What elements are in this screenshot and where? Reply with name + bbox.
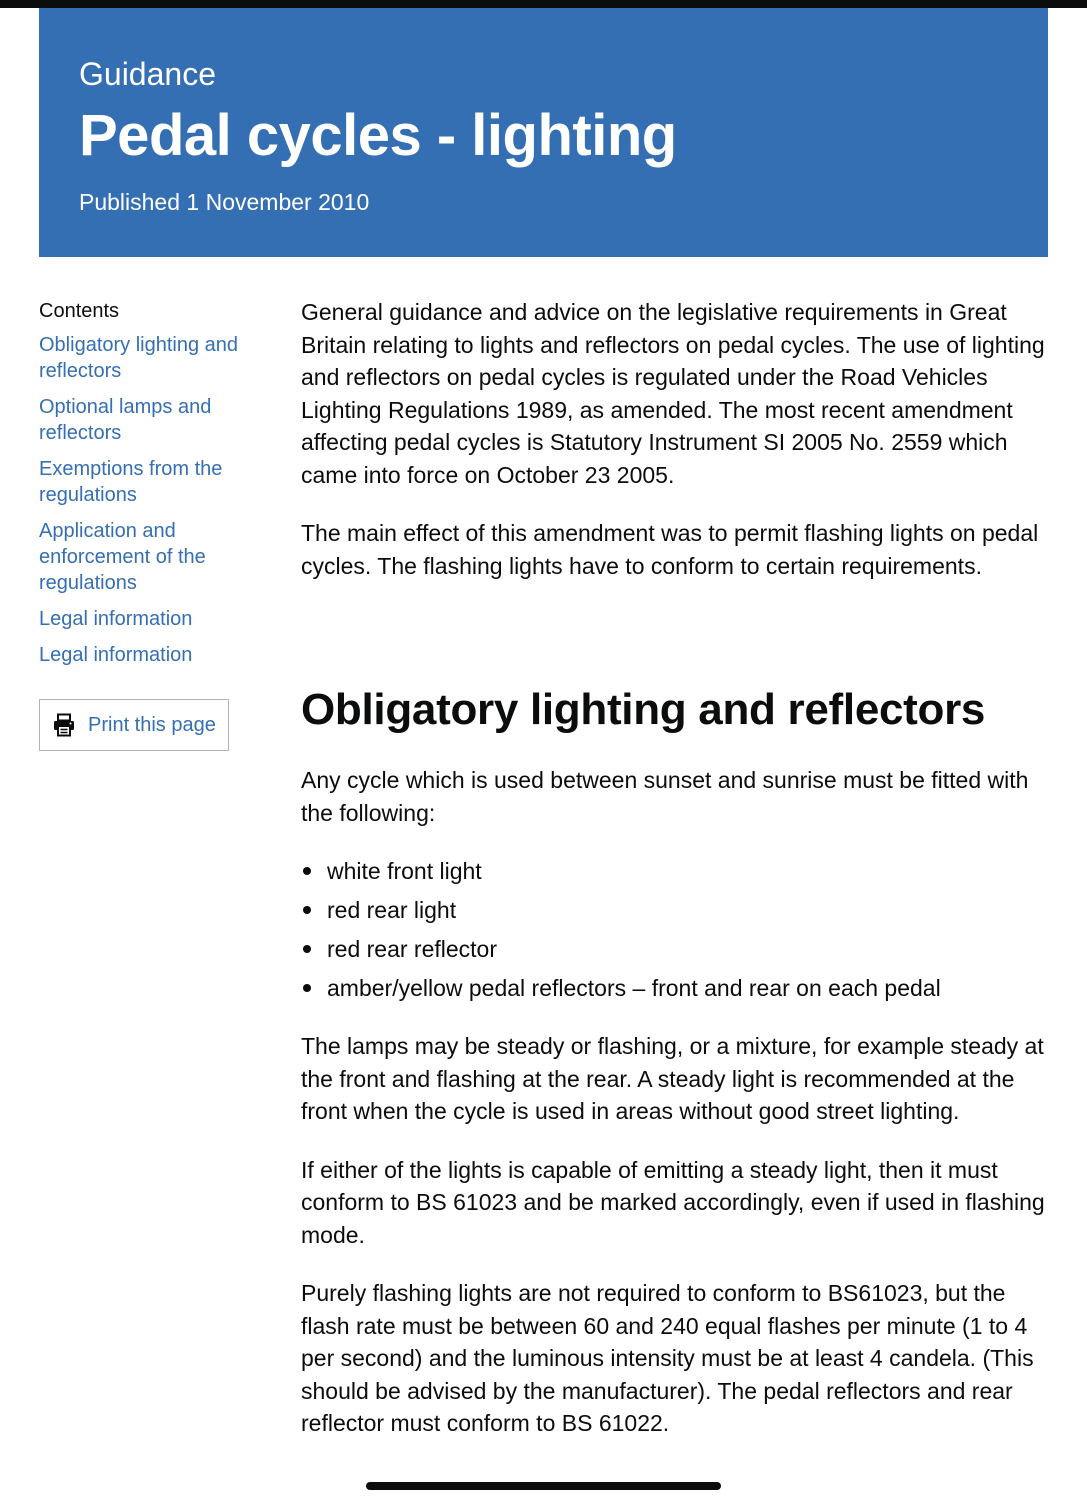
document-type: Guidance — [79, 56, 216, 92]
contents-item — [39, 456, 259, 508]
contents-item — [39, 642, 259, 668]
main-content — [301, 296, 1051, 1466]
contents-item — [39, 332, 259, 384]
list-item: red rear reflector — [301, 933, 1051, 965]
requirements-list — [301, 855, 1051, 1004]
home-indicator — [366, 1482, 721, 1490]
contents-link-exemptions[interactable]: Exemptions from the regulations — [39, 458, 223, 506]
body-paragraph: Purely flashing lights are not required to conform to BS61023, but the flash rate must be between 60 and 240 equal flashes per minute (1 to 4 per second) and the luminous intensity must be at least 4 candela. (This should be advised by the manufacturer). The pedal reflectors and rear reflector must conform to BS 61022. — [301, 1280, 1034, 1436]
page-header — [39, 8, 1048, 257]
list-item: red rear light — [301, 894, 1051, 926]
contents-sidebar — [39, 296, 259, 736]
body-paragraph: If either of the lights is capable of emitting a steady light, then it must conform to BS 61023 and be marked accordingly, even if used in flashing mode. — [301, 1156, 1045, 1248]
contents-title: Contents — [39, 300, 120, 322]
print-page-label: Print this page — [88, 713, 216, 736]
contents-list — [39, 332, 259, 668]
top-bar — [0, 0, 1087, 8]
contents-link-legal-information-2[interactable]: Legal information — [39, 644, 193, 666]
contents-link-optional-lamps[interactable]: Optional lamps and reflectors — [39, 396, 212, 444]
print-page-button[interactable] — [39, 699, 229, 751]
page-title: Pedal cycles - lighting — [79, 103, 677, 168]
list-item: amber/yellow pedal reflectors – front and rear on each pedal — [301, 972, 1051, 1004]
contents-item — [39, 518, 259, 596]
section-heading: Obligatory lighting and reflectors — [301, 685, 986, 734]
printer-icon — [52, 713, 76, 737]
contents-link-obligatory-lighting[interactable]: Obligatory lighting and reflectors — [39, 334, 239, 382]
body-paragraph: The lamps may be steady or flashing, or a mixture, for example steady at the front and flashing at the rear. A steady light is recommended at the front when the cycle is used in areas without good street lighting. — [301, 1033, 1044, 1124]
contents-item — [39, 606, 259, 632]
contents-item — [39, 394, 259, 446]
intro-paragraph-1: General guidance and advice on the legislative requirements in Great Britain relating to lights and reflectors on pedal cycles. The use of lighting and reflectors on pedal cycles is regulated under the Road Vehicles Lighting Regulations 1989, as amended. The most recent amendment affecting pedal cycles is Statutory Instrument SI 2005 No. 2559 which came into force on October 23 2005. — [301, 299, 1045, 488]
section-obligatory — [301, 608, 1051, 1440]
section-intro: Any cycle which is used between sunset and sunrise must be fitted with the following: — [301, 767, 1029, 826]
contents-link-application-enforcement[interactable]: Application and enforcement of the regulations — [39, 520, 206, 594]
intro-paragraph-2: The main effect of this amendment was to permit flashing lights on pedal cycles. The flashing lights have to conform to certain requirements. — [301, 520, 1039, 579]
contents-link-legal-information-1[interactable]: Legal information — [39, 608, 193, 630]
published-date: Published 1 November 2010 — [79, 189, 370, 215]
list-item: white front light — [301, 855, 1051, 887]
